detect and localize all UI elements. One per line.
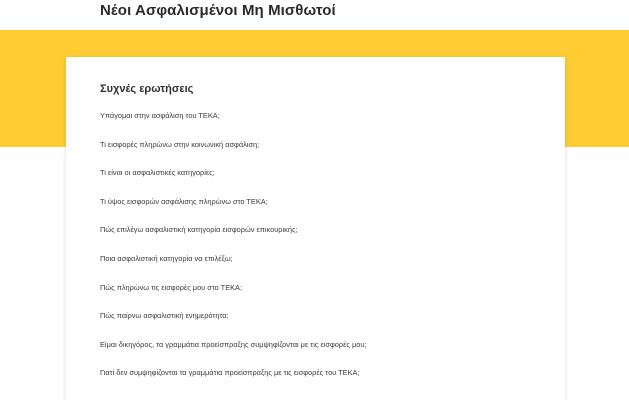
faq-heading: Συχνές ερωτήσεις <box>100 83 194 95</box>
faq-question-1[interactable]: Υπάγομαι στην ασφάλιση του ΤΕΚΑ; <box>100 111 220 120</box>
faq-question-10[interactable]: Γιατί δεν συμψηφίζονται τα γραμμάτια προείσπραξης με τις εισφορές του ΤΕΚΑ; <box>100 368 360 378</box>
faq-question-9[interactable]: Είμαι δικηγόρος, τα γραμμάτια προείσπραξης συμψηφίζονται με τις εισφορές μου; <box>100 339 367 349</box>
faq-question-7[interactable]: Πώς πληρώνω τις εισφορές μου στο ΤΕΚΑ; <box>100 282 243 292</box>
title-bar <box>0 0 629 30</box>
faq-list <box>100 105 560 391</box>
faq-question-8[interactable]: Πώς παίρνω ασφαλιστική ενημερότητα; <box>100 311 229 321</box>
faq-question-6[interactable]: Ποια ασφαλιστική κατηγορία να επιλέξω; <box>100 253 233 263</box>
page-title: Νέοι Ασφαλισμένοι Μη Μισθωτοί <box>100 2 336 19</box>
faq-question-3[interactable]: Τι είναι οι ασφαλιστικές κατηγορίες; <box>100 168 215 178</box>
faq-question-5[interactable]: Πώς επιλέγω ασφαλιστική κατηγορία εισφορών επικουρικής; <box>100 225 298 235</box>
faq-question-2[interactable]: Τι εισφορές πληρώνω στην κοινωνική ασφάλιση; <box>100 139 260 149</box>
faq-card <box>66 57 565 400</box>
faq-question-4[interactable]: Τι ύψος εισφορών ασφάλισης πληρώνω στο ΤΕΚΑ; <box>100 196 268 206</box>
